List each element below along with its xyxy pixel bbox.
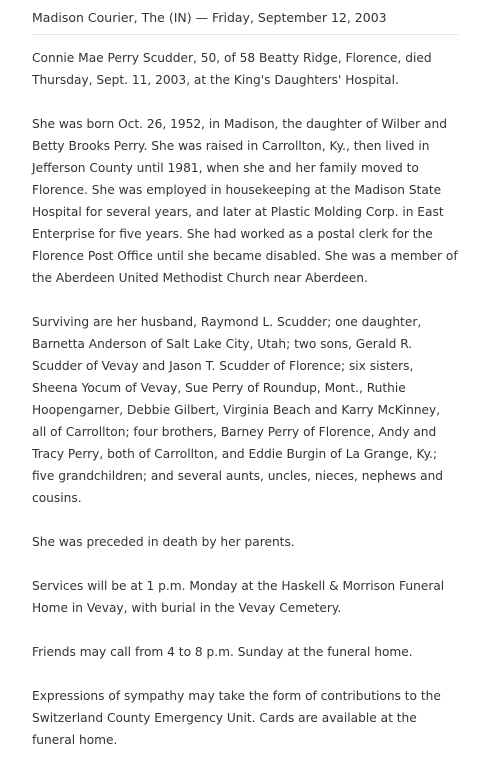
publication-header: Madison Courier, The (IN) — Friday, September 12, 2003 (32, 0, 458, 35)
paragraph-preceded-in-death: She was preceded in death by her parents. (32, 535, 295, 549)
paragraph-visitation: Friends may call from 4 to 8 p.m. Sunday at the funeral home. (32, 645, 413, 659)
paragraph-biography: She was born Oct. 26, 1952, in Madison, the daughter of Wilber and Betty Brooks Perry. She was raised in Carrollton, Ky., then lived in Jefferson County until 1981, when she and her family moved to Florence. She was employed in housekeeping at the Madison State Hospital for several years, and later at Plastic Molding Corp. in East Enterprise for five years. She had worked as a postal clerk for the Florence Post Office until she became disabled. She was a member of the Aberdeen United Methodist Church near Aberdeen. (32, 117, 458, 285)
paragraph-services: Services will be at 1 p.m. Monday at the Haskell & Morrison Funeral Home in Vevay, with burial in the Vevay Cemetery. (32, 579, 445, 615)
paragraph-memorials: Expressions of sympathy may take the form of contributions to the Switzerland County Emergency Unit. Cards are available at the funeral home. (32, 689, 441, 747)
obituary-article (32, 47, 458, 751)
paragraph-death-notice: Connie Mae Perry Scudder, 50, of 58 Beatty Ridge, Florence, died Thursday, Sept. 11, 2003, at the King's Daughters' Hospital. (32, 51, 432, 87)
obituary-page (32, 0, 458, 751)
paragraph-survivors: Surviving are her husband, Raymond L. Scudder; one daughter, Barnetta Anderson of Salt Lake City, Utah; two sons, Gerald R. Scudder of Vevay and Jason T. Scudder of Florence; six sisters, Sheena Yocum of Vevay, Sue Perry of Roundup, Mont., Ruthie Hoopengarner, Debbie Gilbert, Virginia Beach and Karry McKinney, all of Carrollton; four brothers, Barney Perry of Florence, Andy and Tracy Perry, both of Carrollton, and Eddie Burgin of La Grange, Ky.; five grandchildren; and several aunts, uncles, nieces, nephews and cousins. (32, 315, 444, 505)
